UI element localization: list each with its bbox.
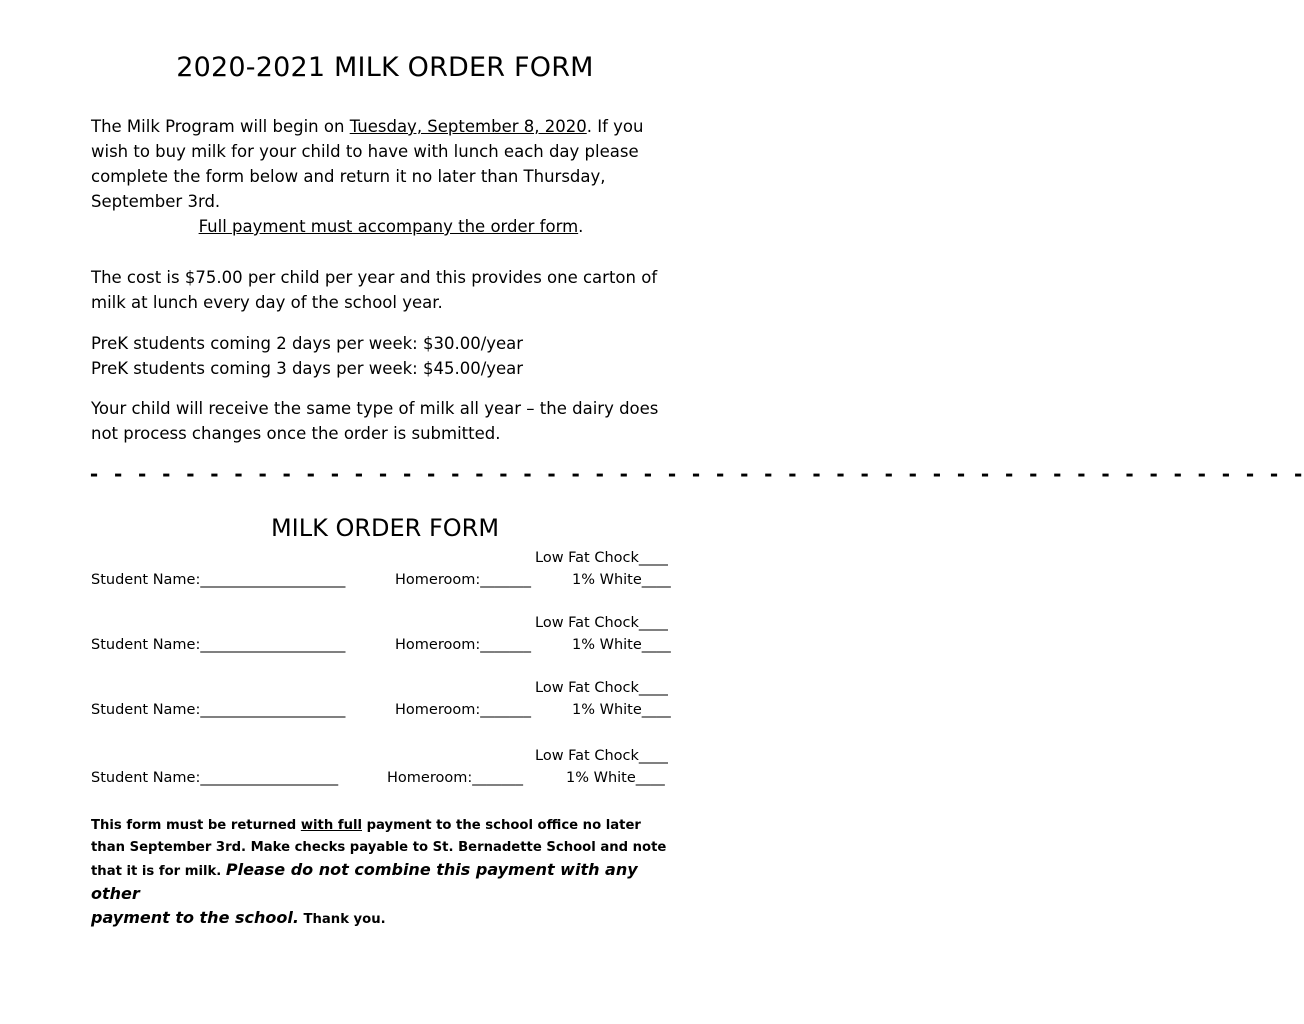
student-name-field[interactable]: Student Name:___________________: [91, 770, 339, 786]
intro-line-2: wish to buy milk for your child to have with lunch each day please: [91, 142, 639, 161]
intro-line-1: The Milk Program will begin on Tuesday, September 8, 2020. If you: [91, 117, 644, 136]
cost-paragraph: The cost is $75.00 per child per year and this provides one carton of milk at lunch every day of the school year.: [91, 268, 658, 312]
form-title: MILK ORDER FORM: [270, 514, 500, 542]
notice-paragraph: Your child will receive the same type of milk all year – the dairy does not process changes once the order is submitted.: [91, 399, 659, 443]
homeroom-field[interactable]: Homeroom:_______: [395, 637, 531, 653]
low-fat-chocolate-field[interactable]: Low Fat Chock____: [535, 748, 668, 764]
low-fat-chocolate-field[interactable]: Low Fat Chock____: [535, 680, 668, 696]
homeroom-field[interactable]: Homeroom:_______: [395, 572, 531, 588]
low-fat-chocolate-field[interactable]: Low Fat Chock____: [535, 550, 668, 566]
page-title: 2020-2021 MILK ORDER FORM: [176, 52, 594, 83]
student-name-field[interactable]: Student Name:____________________: [91, 637, 346, 653]
cut-line-divider: - - - - - - - - - - - - - - - - - - - - - - - - - - - - - - - - - - - - - - - - - - - - - - - - - - -: [88, 462, 1304, 486]
white-milk-field[interactable]: 1% White____: [572, 637, 671, 653]
payment-note: Full payment must accompany the order form.: [198, 217, 584, 236]
white-milk-field[interactable]: 1% White____: [572, 572, 671, 588]
homeroom-field[interactable]: Homeroom:_______: [395, 702, 531, 718]
prek-paragraph: PreK students coming 2 days per week: $30.00/year PreK students coming 3 days per week: $45.00/year: [91, 334, 524, 378]
student-name-field[interactable]: Student Name:____________________: [91, 572, 346, 588]
white-milk-field[interactable]: 1% White____: [566, 770, 665, 786]
intro-paragraph: [91, 114, 691, 239]
homeroom-field[interactable]: Homeroom:_______: [387, 770, 523, 786]
start-date: Tuesday, September 8, 2020: [349, 117, 587, 136]
white-milk-field[interactable]: 1% White____: [572, 702, 671, 718]
intro-line-4: September 3rd.: [91, 192, 221, 211]
intro-line-3: complete the form below and return it no later than Thursday,: [91, 167, 606, 186]
with-full-emphasis: with full: [300, 818, 362, 833]
student-name-field[interactable]: Student Name:____________________: [91, 702, 346, 718]
low-fat-chocolate-field[interactable]: Low Fat Chock____: [535, 615, 668, 631]
footer-instructions: This form must be returned with full payment to the school office no later than September 3rd. Make checks payable to St. Bernadette School and note that it is for milk. Please do not combine this payment with any other payment to the school. Thank you.: [91, 818, 667, 927]
do-not-combine-warning: Please do not combine this payment with any other: [91, 860, 638, 903]
